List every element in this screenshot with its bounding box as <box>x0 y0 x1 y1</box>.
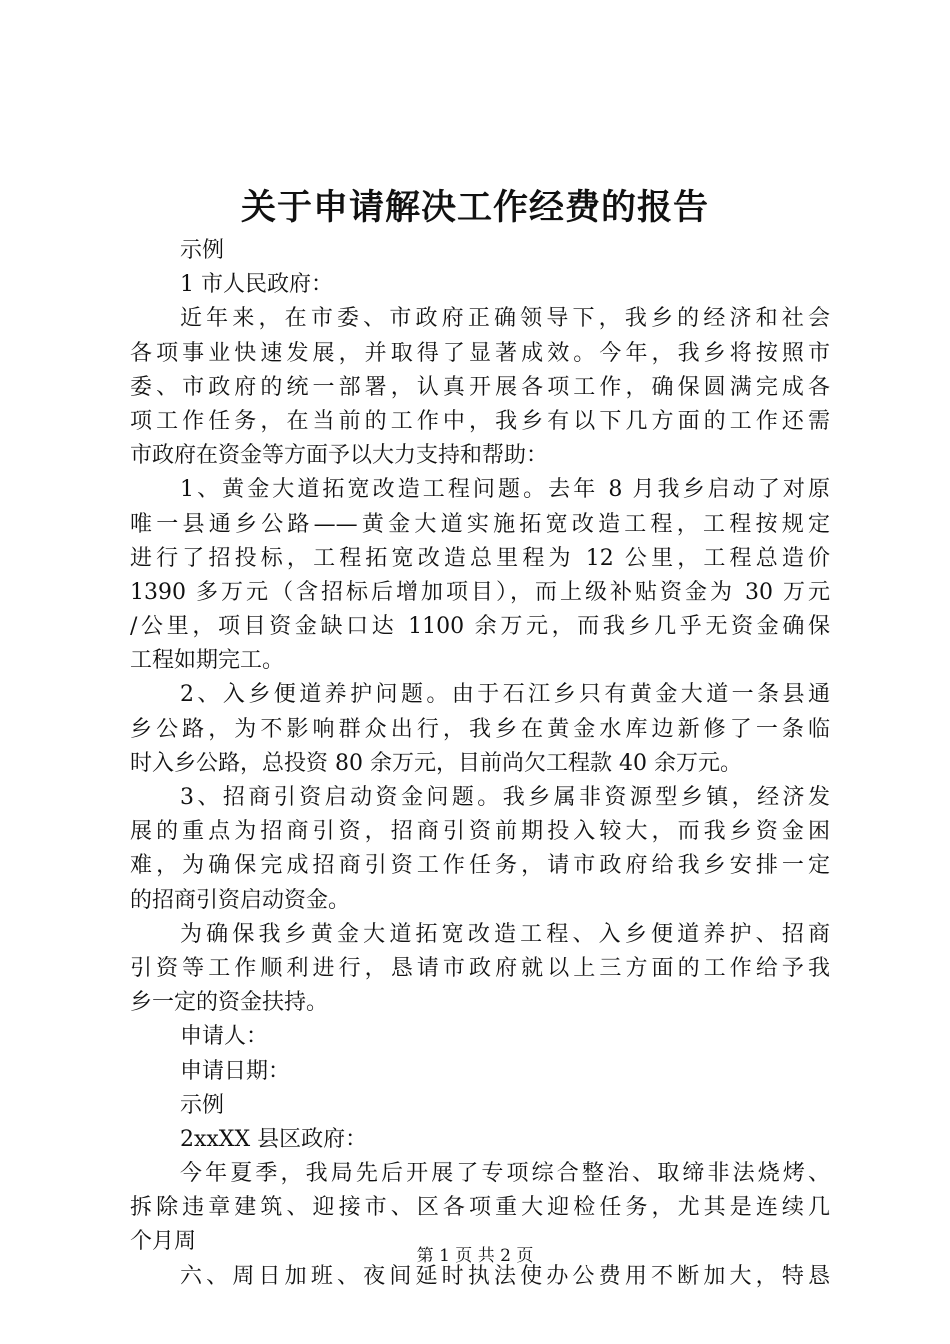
text-line: 的招商引资启动资金。 <box>130 887 351 913</box>
text-line: 3、招商引资启动资金问题。我乡属非资源型乡镇，经济发 <box>180 785 830 810</box>
text-line: 申请日期： <box>180 1058 291 1084</box>
text-line: 各项事业快速发展，并取得了显著成效。今年，我乡将按照市 <box>130 340 830 366</box>
text-line: 2xxXX 县区政府： <box>180 1126 368 1152</box>
text-line: 市政府在资金等方面予以大力支持和帮助： <box>130 443 549 469</box>
document-body <box>130 234 830 1294</box>
text-line: 时入乡公路，总投资 80 余万元，目前尚欠工程款 40 余万元。 <box>130 750 742 776</box>
text-line: 为确保我乡黄金大道拓宽改造工程、入乡便道养护、招商 <box>180 921 830 947</box>
text-line: 拆除违章建筑、迎接市、区各项重大迎检任务，尤其是连续几 <box>130 1195 830 1221</box>
text-line: 委、市政府的统一部署，认真开展各项工作，确保圆满完成各 <box>130 374 830 400</box>
text-line: 六、周日加班、夜间延时执法使办公费用不断加大，特恳 <box>180 1263 830 1289</box>
text-line: 引资等工作顺利进行，恳请市政府就以上三方面的工作给予我 <box>130 955 830 981</box>
page-footer: 第 1 页 共 2 页 <box>416 1246 534 1266</box>
text-line: 申请人： <box>180 1024 269 1050</box>
text-line: 1、黄金大道拓宽改造工程问题。去年 8 月我乡启动了对原 <box>180 477 830 503</box>
text-line: 个月周 <box>130 1229 197 1255</box>
text-line: 乡一定的资金扶持。 <box>130 990 329 1016</box>
text-line: /公里，项目资金缺口达 1100 余万元，而我乡几乎无资金确保 <box>130 614 830 640</box>
text-line: 唯一县通乡公路——黄金大道实施拓宽改造工程，工程按规定 <box>130 511 830 537</box>
text-line: 项工作任务，在当前的工作中，我乡有以下几方面的工作还需 <box>130 408 830 434</box>
text-line: 1390 多万元（含招标后增加项目），而上级补贴资金为 30 万元 <box>130 579 830 605</box>
text-line: 示例 <box>180 238 225 263</box>
text-line: 今年夏季，我局先后开展了专项综合整治、取缔非法烧烤、 <box>180 1161 830 1187</box>
text-line: 展的重点为招商引资，招商引资前期投入较大，而我乡资金困 <box>130 819 830 845</box>
text-line: 示例 <box>180 1092 225 1118</box>
text-line: 难，为确保完成招商引资工作任务，请市政府给我乡安排一定 <box>130 853 830 879</box>
page-title: 关于申请解决工作经费的报告 <box>240 188 709 228</box>
text-line: 1 市人民政府： <box>180 272 333 298</box>
text-line: 乡公路，为不影响群众出行，我乡在黄金水库边新修了一条临 <box>130 716 830 742</box>
text-line: 近年来，在市委、市政府正确领导下，我乡的经济和社会 <box>180 306 830 332</box>
text-line: 工程如期完工。 <box>130 648 285 674</box>
text-line: 2、入乡便道养护问题。由于石江乡只有黄金大道一条县通 <box>180 682 830 708</box>
text-line: 进行了招投标，工程拓宽改造总里程为 12 公里，工程总造价 <box>130 545 830 571</box>
